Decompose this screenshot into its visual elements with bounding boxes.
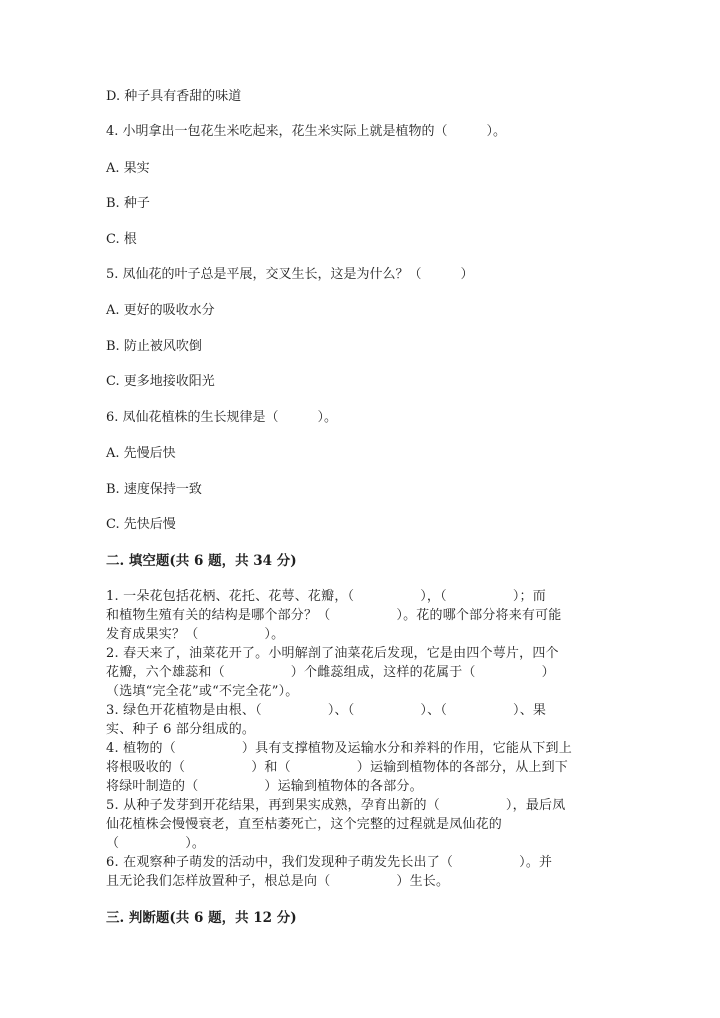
fill-line: 仙花植株会慢慢衰老，直至枯萎死亡，这个完整的过程就是凤仙花的 <box>106 817 503 832</box>
fill-line: 发育成果实？（ ）。 <box>106 627 285 642</box>
fill-line: 6. 在观察种子萌发的活动中，我们发现种子萌发先长出了（ ）。并 <box>106 855 553 870</box>
fill-line: 将绿叶制造的（ ）运输到植物体的各部分。 <box>106 779 423 794</box>
fill-line: 2. 春天来了，油菜花开了。小明解剖了油菜花后发现，它是由四个萼片，四个 <box>106 646 559 661</box>
q5-option-b: B. 防止被风吹倒 <box>106 339 202 354</box>
judge-section-heading: 三. 判断题(共 6 题，共 12 分) <box>106 910 297 926</box>
q4-option-b: B. 种子 <box>106 196 150 211</box>
fill-line: 1. 一朵花包括花柄、花托、花萼、花瓣，（ ），（ ）；而 <box>106 589 546 604</box>
q4-stem: 4. 小明拿出一包花生米吃起来，花生米实际上就是植物的（ ）。 <box>106 124 507 139</box>
q6-option-a: A. 先慢后快 <box>106 446 176 461</box>
q5-stem: 5. 凤仙花的叶子总是平展，交叉生长，这是为什么？（ ） <box>106 267 474 282</box>
fill-line: （ ）。 <box>106 836 206 851</box>
q3-option-d: D. 种子具有香甜的味道 <box>106 89 242 104</box>
q6-option-c: C. 先快后慢 <box>106 517 176 532</box>
fill-line: 5. 从种子发芽到开花结果，再到果实成熟，孕育出新的（ ），最后凤 <box>106 798 566 813</box>
q4-option-c: C. 根 <box>106 232 137 247</box>
fill-line: 将根吸收的（ ）和（ ）运输到植物体的各部分，从上到下 <box>106 760 569 775</box>
fill-line: 实、种子 6 部分组成的。 <box>106 722 256 737</box>
fill-line: 和植物生殖有关的结构是哪个部分？（ ）。花的哪个部分将来有可能 <box>106 608 562 623</box>
q4-option-a: A. 果实 <box>106 161 150 176</box>
fill-line: （选填“完全花”或“不完全花”）。 <box>106 684 299 699</box>
fill-line: 4. 植物的（ ）具有支撑植物及运输水分和养料的作用，它能从下到上 <box>106 741 572 756</box>
q5-option-a: A. 更好的吸收水分 <box>106 303 215 318</box>
fill-line: 且无论我们怎样放置种子，根总是向（ ）生长。 <box>106 874 450 889</box>
q5-option-c: C. 更多地接收阳光 <box>106 374 215 389</box>
q6-stem: 6. 凤仙花植株的生长规律是（ ）。 <box>106 410 338 425</box>
fill-line: 花瓣，六个雄蕊和（ ）个雌蕊组成，这样的花属于（ ） <box>106 665 555 680</box>
q6-option-b: B. 速度保持一致 <box>106 482 202 497</box>
fill-line: 3. 绿色开花植物是由根、（ ）、（ ）、（ ）、果 <box>106 703 547 718</box>
fill-section-heading: 二. 填空题(共 6 题，共 34 分) <box>106 553 297 569</box>
